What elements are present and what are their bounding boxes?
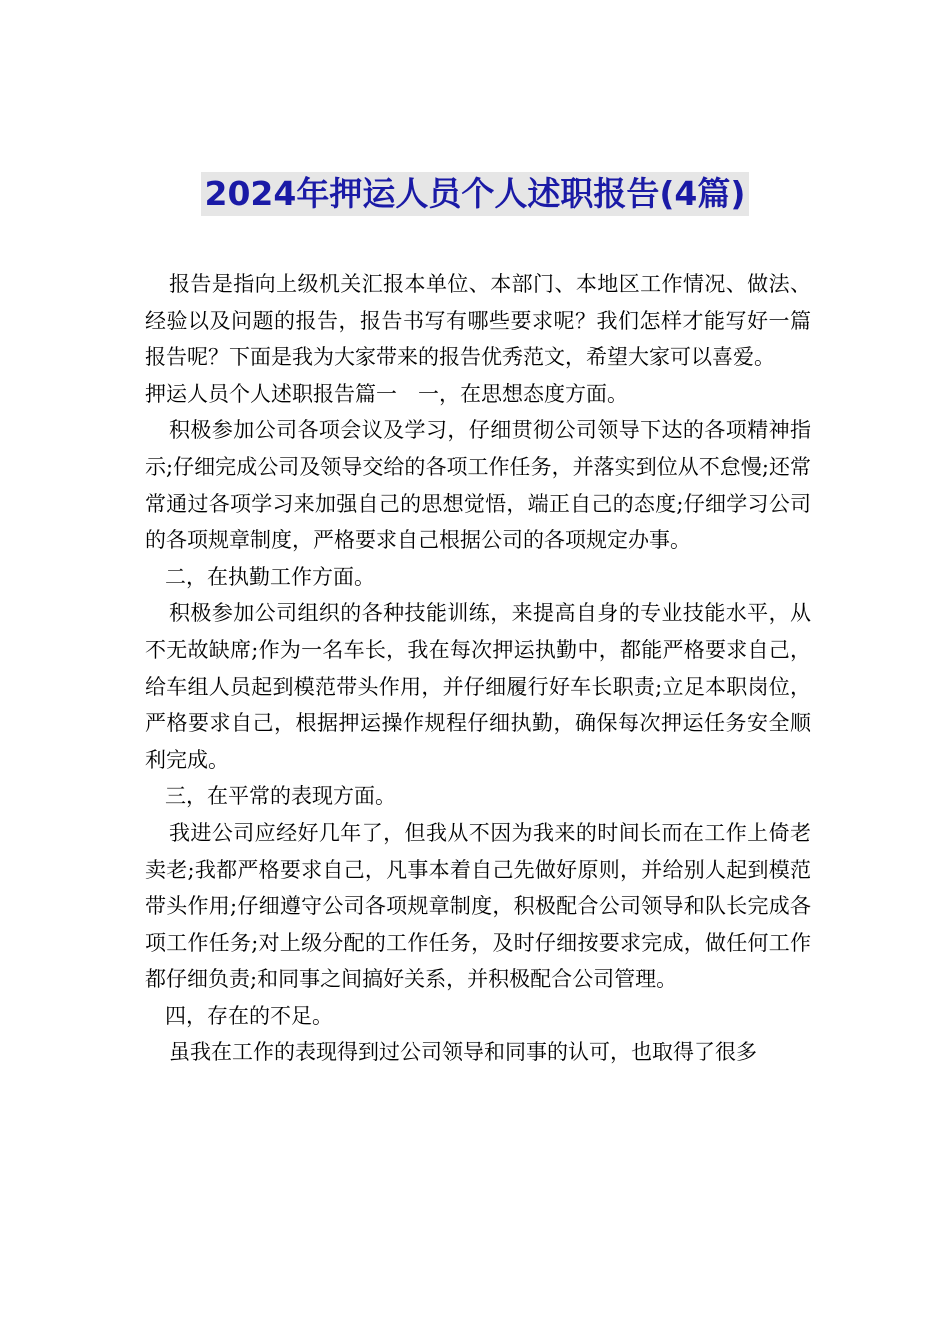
section-heading-4: 四，存在的不足。 (165, 1003, 333, 1028)
body-paragraph: 积极参加公司各项会议及学习，仔细贯彻公司领导下达的各项精神指示;仔细完成公司及领导交给的各项工作任务，并落实到位从不怠慢;还常常通过各项学习来加强自己的思想觉悟，端正自己的态度;仔细学习公司的各项规章制度，严格要求自己根据公司的各项规定办事。 (145, 418, 811, 553)
intro-paragraph: 报告是指向上级机关汇报本单位、本部门、本地区工作情况、做法、经验以及问题的报告，报告书写有哪些要求呢？我们怎样才能写好一篇报告呢？下面是我为大家带来的报告优秀范文，希望大家可以喜爱。 (145, 272, 811, 370)
document-title: 2024年押运人员个人述职报告(4篇) (201, 172, 750, 216)
section-heading-2: 二，在执勤工作方面。 (165, 564, 375, 589)
body-paragraph: 积极参加公司组织的各种技能训练，来提高自身的专业技能水平，从不无故缺席;作为一名车长，我在每次押运执勤中，都能严格要求自己，给车组人员起到模范带头作用，并仔细履行好车长职责;立足本职岗位，严格要求自己，根据押运操作规程仔细执勤，确保每次押运任务安全顺利完成。 (145, 601, 811, 772)
title-container (0, 172, 950, 216)
section-heading-3: 三，在平常的表现方面。 (165, 784, 396, 809)
body-paragraph: 我进公司应经好几年了，但我从不因为我来的时间长而在工作上倚老卖老;我都严格要求自己，凡事本着自己先做好原则，并给别人起到模范带头作用;仔细遵守公司各项规章制度，积极配合公司领导和队长完成各项工作任务;对上级分配的工作任务，及时仔细按要求完成，做任何工作都仔细负责;和同事之间搞好关系，并积极配合公司管理。 (145, 820, 811, 992)
section-heading-1: 押运人员个人述职报告篇一 一，在思想态度方面。 (145, 381, 628, 406)
document-body (145, 266, 811, 1071)
body-paragraph: 虽我在工作的表现得到过公司领导和同事的认可，也取得了很多 (169, 1040, 757, 1065)
